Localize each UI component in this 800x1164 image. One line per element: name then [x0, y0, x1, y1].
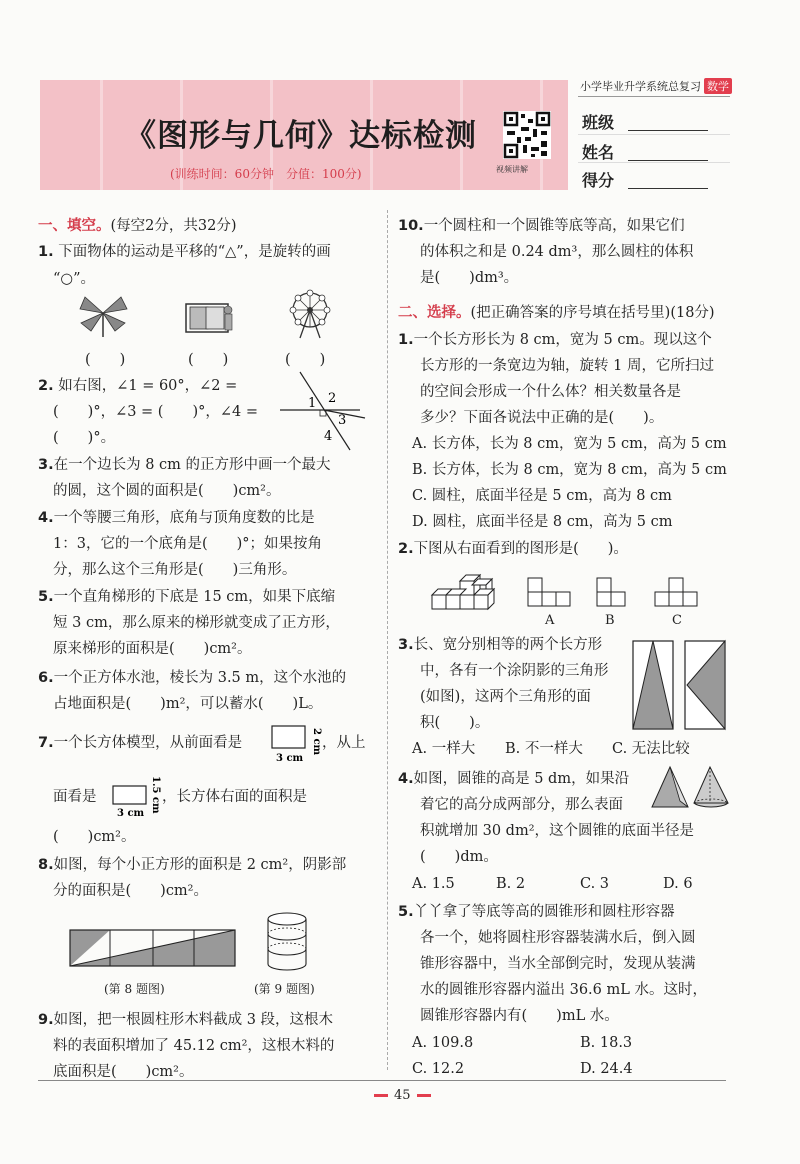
c1-option-d[interactable]: D. 圆柱，底面半径是 8 cm，高为 5 cm — [412, 514, 673, 530]
c4-line2: 着它的高分成两部分，那么表面 — [420, 797, 623, 813]
angle-label-2: 2 — [328, 391, 337, 406]
q1-blank-1[interactable]: ( ) — [85, 352, 126, 368]
c1-line4: 多少？下面各说法中正确的是( )。 — [420, 410, 664, 426]
q7-line1a: 7.一个长方体模型，从前面看是 — [38, 735, 243, 751]
q9-line1: 9.如图，把一根圆柱形木料截成 3 段，这根木 — [38, 1012, 334, 1028]
q9-line2: 料的表面积增加了 45.12 cm²，这根木料的 — [53, 1038, 335, 1054]
c2-option-b-figure[interactable] — [597, 578, 627, 610]
fig-caption-8: (第 8 题图) — [104, 982, 165, 996]
q6-line2: 占地面积是( )m²，可以蓄水( )L。 — [53, 696, 323, 712]
c1-option-b[interactable]: B. 长方体，长为 8 cm，宽为 8 cm，高为 5 cm — [412, 462, 727, 478]
q1-line1: 1. 下面物体的运动是平移的“△”，是旋转的画 — [38, 244, 331, 260]
q2-line1: 2. 如右图，∠1 = 60°，∠2 = — [38, 378, 238, 394]
section-choice: 二、选择。(把正确答案的序号填在括号里)(18分) — [398, 305, 715, 321]
c5-option-a[interactable]: A. 109.8 — [412, 1035, 474, 1051]
q10-line2: 的体积之和是 0.24 dm³，那么圆柱的体积 — [420, 244, 694, 260]
q7-line3: ( )cm²。 — [53, 829, 136, 845]
qr-caption: 视频讲解 — [496, 165, 528, 174]
front-view-rect — [272, 722, 322, 764]
q8-line2: 分的面积是( )cm²。 — [53, 883, 208, 899]
c5-option-c[interactable]: C. 12.2 — [412, 1061, 465, 1077]
q4-line3: 分，那么这个三角形是( )三角形。 — [53, 562, 297, 578]
q9-line3: 底面积是( )cm²。 — [53, 1064, 194, 1080]
qr-code-icon[interactable] — [503, 111, 551, 159]
c4-line1: 4.如图，圆锥的高是 5 dm，如果沿 — [398, 771, 630, 787]
c2-label-a: A — [545, 613, 555, 628]
angle-label-3: 3 — [338, 413, 347, 428]
c4-split-cone — [650, 765, 730, 811]
q8-shaded-figure — [70, 930, 240, 970]
c1-line2: 长方形的一条宽边为轴，旋转 1 周，它所扫过 — [420, 358, 714, 374]
c3-option-c[interactable]: C. 无法比较 — [612, 741, 690, 757]
window-slide-icon — [185, 300, 237, 340]
c3-line1: 3.长、宽分别相等的两个长方形 — [398, 637, 603, 653]
front-view-width: 3 cm — [276, 753, 304, 764]
footer-rule — [38, 1080, 726, 1081]
c5-line3: 锥形容器中，当水全部倒完时，发现从装满 — [420, 956, 696, 972]
c5-line4: 水的圆锥形容器内溢出 36.6 mL 水。这时， — [420, 982, 707, 998]
c4-option-a[interactable]: A. 1.5 — [412, 876, 455, 892]
c4-line4: ( )dm。 — [420, 849, 498, 865]
q2-line3: ( )°。 — [53, 430, 116, 446]
top-view-rect — [113, 772, 159, 818]
title-banner — [40, 80, 568, 190]
q9-cylinder-figure — [266, 912, 308, 974]
q4-line1: 4.一个等腰三角形，底角与顶角度数的比是 — [38, 510, 315, 526]
series-label: 小学毕业升学系统总复习 数学 — [580, 78, 732, 94]
c2-option-c-figure[interactable] — [655, 578, 701, 610]
c3-shaded-rects — [632, 640, 728, 732]
c2-line1: 2.下图从右面看到的图形是( )。 — [398, 541, 628, 557]
q8-line1: 8.如图，每个小正方形的面积是 2 cm²，阴影部 — [38, 857, 347, 873]
column-divider — [387, 210, 388, 1070]
c2-option-a-figure[interactable] — [528, 578, 574, 610]
score-field[interactable]: 得分 — [582, 168, 614, 191]
q7-line2a: 面看是 — [53, 789, 97, 805]
c4-line3: 积就增加 30 dm²，这个圆锥的底面半径是 — [420, 823, 695, 839]
c2-label-c: C — [672, 613, 682, 628]
page-title: 《图形与几何》达标检测 — [125, 118, 477, 154]
q5-line3: 原来梯形的面积是( )cm²。 — [53, 641, 252, 657]
subject-tag: 数学 — [704, 78, 732, 94]
q2-line2: ( )°，∠3 = ( )°，∠4 = — [53, 404, 259, 420]
angle-label-4: 4 — [324, 429, 333, 444]
q3-line2: 的圆，这个圆的面积是( )cm²。 — [53, 483, 281, 499]
q10-line1: 10.一个圆柱和一个圆锥等底等高，如果它们 — [398, 218, 685, 234]
front-view-height: 2 cm — [311, 728, 322, 756]
c4-option-c[interactable]: C. 3 — [580, 876, 610, 892]
c3-option-a[interactable]: A. 一样大 — [412, 741, 476, 757]
c5-option-b[interactable]: B. 18.3 — [580, 1035, 633, 1051]
c1-option-c[interactable]: C. 圆柱，底面半径是 5 cm，高为 8 cm — [412, 488, 672, 504]
c4-option-d[interactable]: D. 6 — [663, 876, 693, 892]
fig-caption-9: (第 9 题图) — [254, 982, 315, 996]
q1-blank-2[interactable]: ( ) — [188, 352, 229, 368]
c4-option-b[interactable]: B. 2 — [496, 876, 526, 892]
q4-line2: 1：3，它的一个底角是( )°；如果按角 — [53, 536, 323, 552]
windmill-icon — [75, 295, 135, 340]
name-field[interactable]: 姓名 — [582, 140, 614, 163]
c5-line5: 圆锥形容器内有( )mL 水。 — [420, 1008, 619, 1024]
page-number: 45 — [368, 1088, 437, 1103]
q7-line2b: ，长方体右面的面积是 — [162, 789, 307, 805]
c2-cube-figure — [432, 575, 502, 615]
angle-figure — [280, 372, 370, 452]
c3-line4: 积( )。 — [420, 715, 490, 731]
q1-blank-3[interactable]: ( ) — [285, 352, 326, 368]
c5-line1: 5.丫丫拿了等底等高的圆锥形和圆柱形容器 — [398, 904, 675, 920]
c1-line1: 1.一个长方形长为 8 cm，宽为 5 cm。现以这个 — [398, 332, 712, 348]
c3-option-b[interactable]: B. 不一样大 — [505, 741, 583, 757]
ferris-wheel-icon — [285, 290, 335, 340]
q6-line1: 6.一个正方体水池，棱长为 3.5 m，这个水池的 — [38, 670, 347, 686]
q1-line2: “○”。 — [53, 271, 95, 287]
c1-line3: 的空间会形成一个什么体？相关数量各是 — [420, 384, 681, 400]
c3-line2: 中，各有一个涂阴影的三角形 — [420, 663, 609, 679]
angle-label-1: 1 — [308, 396, 317, 411]
q7-line1b: ，从上 — [322, 735, 366, 751]
top-view-width: 3 cm — [117, 808, 145, 819]
top-view-height: 1.5 cm — [150, 776, 161, 814]
c3-line3: (如图)，这两个三角形的面 — [420, 689, 591, 705]
section-fill-blank: 一、填空。(每空2分，共32分) — [38, 218, 237, 234]
c5-option-d[interactable]: D. 24.4 — [580, 1061, 633, 1077]
q5-line2: 短 3 cm，那么原来的梯形就变成了正方形， — [53, 615, 340, 631]
class-field[interactable]: 班级 — [582, 110, 614, 133]
c5-line2: 各一个，她将圆柱形容器装满水后，倒入圆 — [420, 930, 696, 946]
q3-line1: 3.在一个边长为 8 cm 的正方形中画一个最大 — [38, 457, 331, 473]
q10-line3: 是( )dm³。 — [420, 270, 519, 286]
c2-label-b: B — [605, 613, 615, 628]
q5-line1: 5.一个直角梯形的下底是 15 cm，如果下底缩 — [38, 589, 336, 605]
page-subtitle: (训练时间：60分钟 分值：100分) — [170, 167, 362, 181]
c1-option-a[interactable]: A. 长方体，长为 8 cm，宽为 5 cm，高为 5 cm — [412, 436, 727, 452]
